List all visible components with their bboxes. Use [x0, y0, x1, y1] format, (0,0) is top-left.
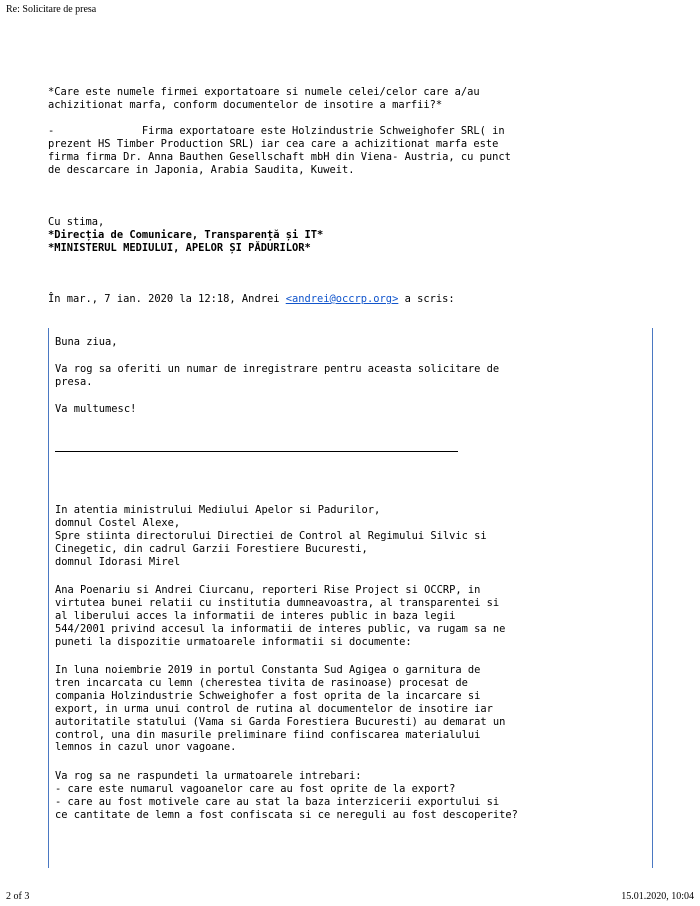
print-header-title: Re: Solicitare de presa — [6, 4, 97, 15]
reply-attribution: În mar., 7 ian. 2020 la 12:18, Andrei <andrei@occrp.org> a scris: — [48, 293, 455, 305]
print-date: 15.01.2020, 10:04 — [621, 891, 694, 902]
quoted-message — [48, 328, 653, 868]
quoted-request: Va rog sa oferiti un numar de inregistrare pentru aceasta solicitare de presa. — [55, 363, 500, 388]
quoted-intro: Ana Poenariu si Andrei Ciurcanu, reporteri Rise Project si OCCRP, in virtutea bunei relatii cu institutia dumneavoastra, al transparentei si al liberului acces la informatii de interes public in baza legii 544/2001 privind accesul la informatii de interes public, va rugam sa ne puneti la dispozitie urmatoarele informatii si documente: — [55, 584, 506, 648]
quoted-context: In luna noiembrie 2019 in portul Constanta Sud Agigea o garnitura de tren incarcata cu lemn (cherestea tivita de rasinoase) procesat de compania Holzindustrie Schweighofer a fost oprita de la incarcare si export, in urma unui control de rutina al documentelor de insotire iar autoritatile statului (Vama si Garda Forestiera Bucuresti) au demarat un control, una din masurile preliminare fiind confiscarea materialului lemnos in cazul unor vagoane. — [55, 664, 506, 754]
sender-email-link[interactable]: <andrei@occrp.org> — [285, 293, 399, 305]
reply-greeting: Cu stima, — [48, 216, 105, 228]
signature-department: *Direcția de Comunicare, Transparență și IT* — [48, 229, 324, 241]
reply-answer: - Firma exportatoare este Holzindustrie Schweighofer SRL( in prezent HS Timber Production SRL) iar cea care a achizitionat marfa este firma firma Dr. Anna Bauthen Gesellschaft mbH din Viena- Austria, cu punct de descarcare in Japonia, Arabia Saudita, Kuweit. — [48, 125, 511, 176]
reply-question: *Care este numele firmei exportatoare si numele celei/celor care a/au achizitionat marfa, conform documentelor de insotire a marfii?* — [48, 86, 480, 111]
quoted-thanks: Va multumesc! — [55, 403, 137, 415]
quoted-greeting: Buna ziua, — [55, 336, 118, 348]
quoted-questions: Va rog sa ne raspundeti la urmatoarele intrebari: - care este numarul vagoanelor care au fost oprite de la export? - care au fost motivele care au stat la baza interzicerii exportului si ce cantitate de lemn a fost confiscata si ce nereguli au fost descoperite? — [55, 770, 518, 821]
separator-line — [55, 451, 458, 452]
page-number: 2 of 3 — [6, 891, 30, 902]
signature-ministry: *MINISTERUL MEDIULUI, APELOR ȘI PĂDURILOR* — [48, 242, 311, 254]
quoted-addressee: In atentia ministrului Mediului Apelor si Padurilor, domnul Costel Alexe, Spre stiinta directorului Directiei de Control al Regimului Silvic si Cinegetic, din cadrul Garzii Forestiere Bucuresti, domnul Idorasi Mirel — [55, 504, 487, 568]
